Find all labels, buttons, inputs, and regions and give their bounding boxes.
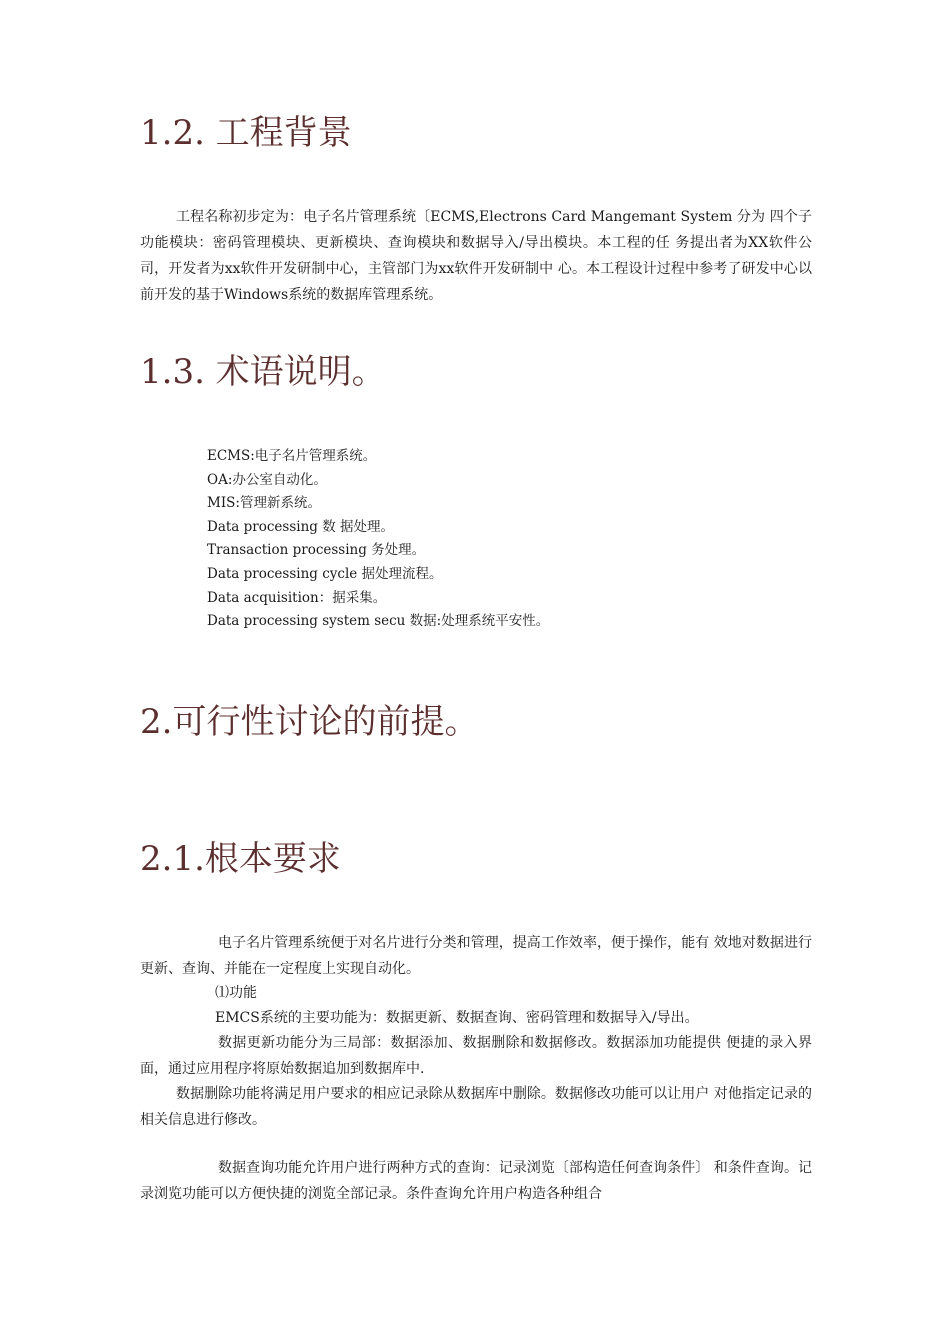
paragraph-main-functions: EMCS系统的主要功能为：数据更新、数据查询、密码管理和数据导入/导出。 [215,1010,699,1026]
term-item: OA:办公室自动化。 [207,471,327,488]
paragraph-basic-requirements: 电子名片管理系统便于对名片进行分类和管理，提高工作效率，便于操作，能有 效地对数据进行更新、查询、并能在一定程度上实现自动化。 [140,935,812,977]
paragraph-data-delete: 数据删除功能将满足用户要求的相应记录除从数据库中删除。数据修改功能可以让用户 对他指定记录的相关信息进行修改。 [140,1086,812,1128]
paragraph-project-background: 工程名称初步定为：电子名片管理系统〔ECMS,Electrons Card Mangemant System 分为 四个子功能模块：密码管理模块、更新模块、查询模块和数据导入/导出模块。本工程的任 务提出者为XX软件公司，开发者为xx软件开发研制中心，主管部门为xx软件开发研制中 心。本工程设计过程中参考了研发中心以前开发的基于Windows系统的数据库管理系统。 [140,209,812,303]
heading-1-3: 1.3. 术语说明。 [140,352,386,392]
term-item: Data processing system secu 数据:处理系统平安性。 [207,613,550,630]
function-label: ⑴功能 [215,985,257,1001]
term-item: Data processing cycle 据处理流程。 [207,565,443,582]
term-item: Data acquisition：据采集。 [207,589,387,606]
paragraph-data-update: 数据更新功能分为三局部：数据添加、数据删除和数据修改。数据添加功能提供 便捷的录入界面，通过应用程序将原始数据追加到数据库中. [140,1035,812,1077]
term-item: Transaction processing 务处理。 [207,542,426,559]
term-item: ECMS:电子名片管理系统。 [207,448,377,464]
heading-1-2: 1.2. 工程背景 [140,113,352,153]
terms-list [207,445,549,634]
term-item: MIS:管理新系统。 [207,495,321,512]
heading-2: 2.可行性讨论的前提。 [140,702,479,742]
paragraph-data-query: 数据查询功能允许用户进行两种方式的查询：记录浏览〔部构造任何查询条件〕 和条件查询。记录浏览功能可以方便快捷的浏览全部记录。条件查询允许用户构造各种组合 [140,1160,812,1202]
heading-2-1: 2.1.根本要求 [140,839,341,879]
term-item: Data processing 数 据处理。 [207,518,395,535]
